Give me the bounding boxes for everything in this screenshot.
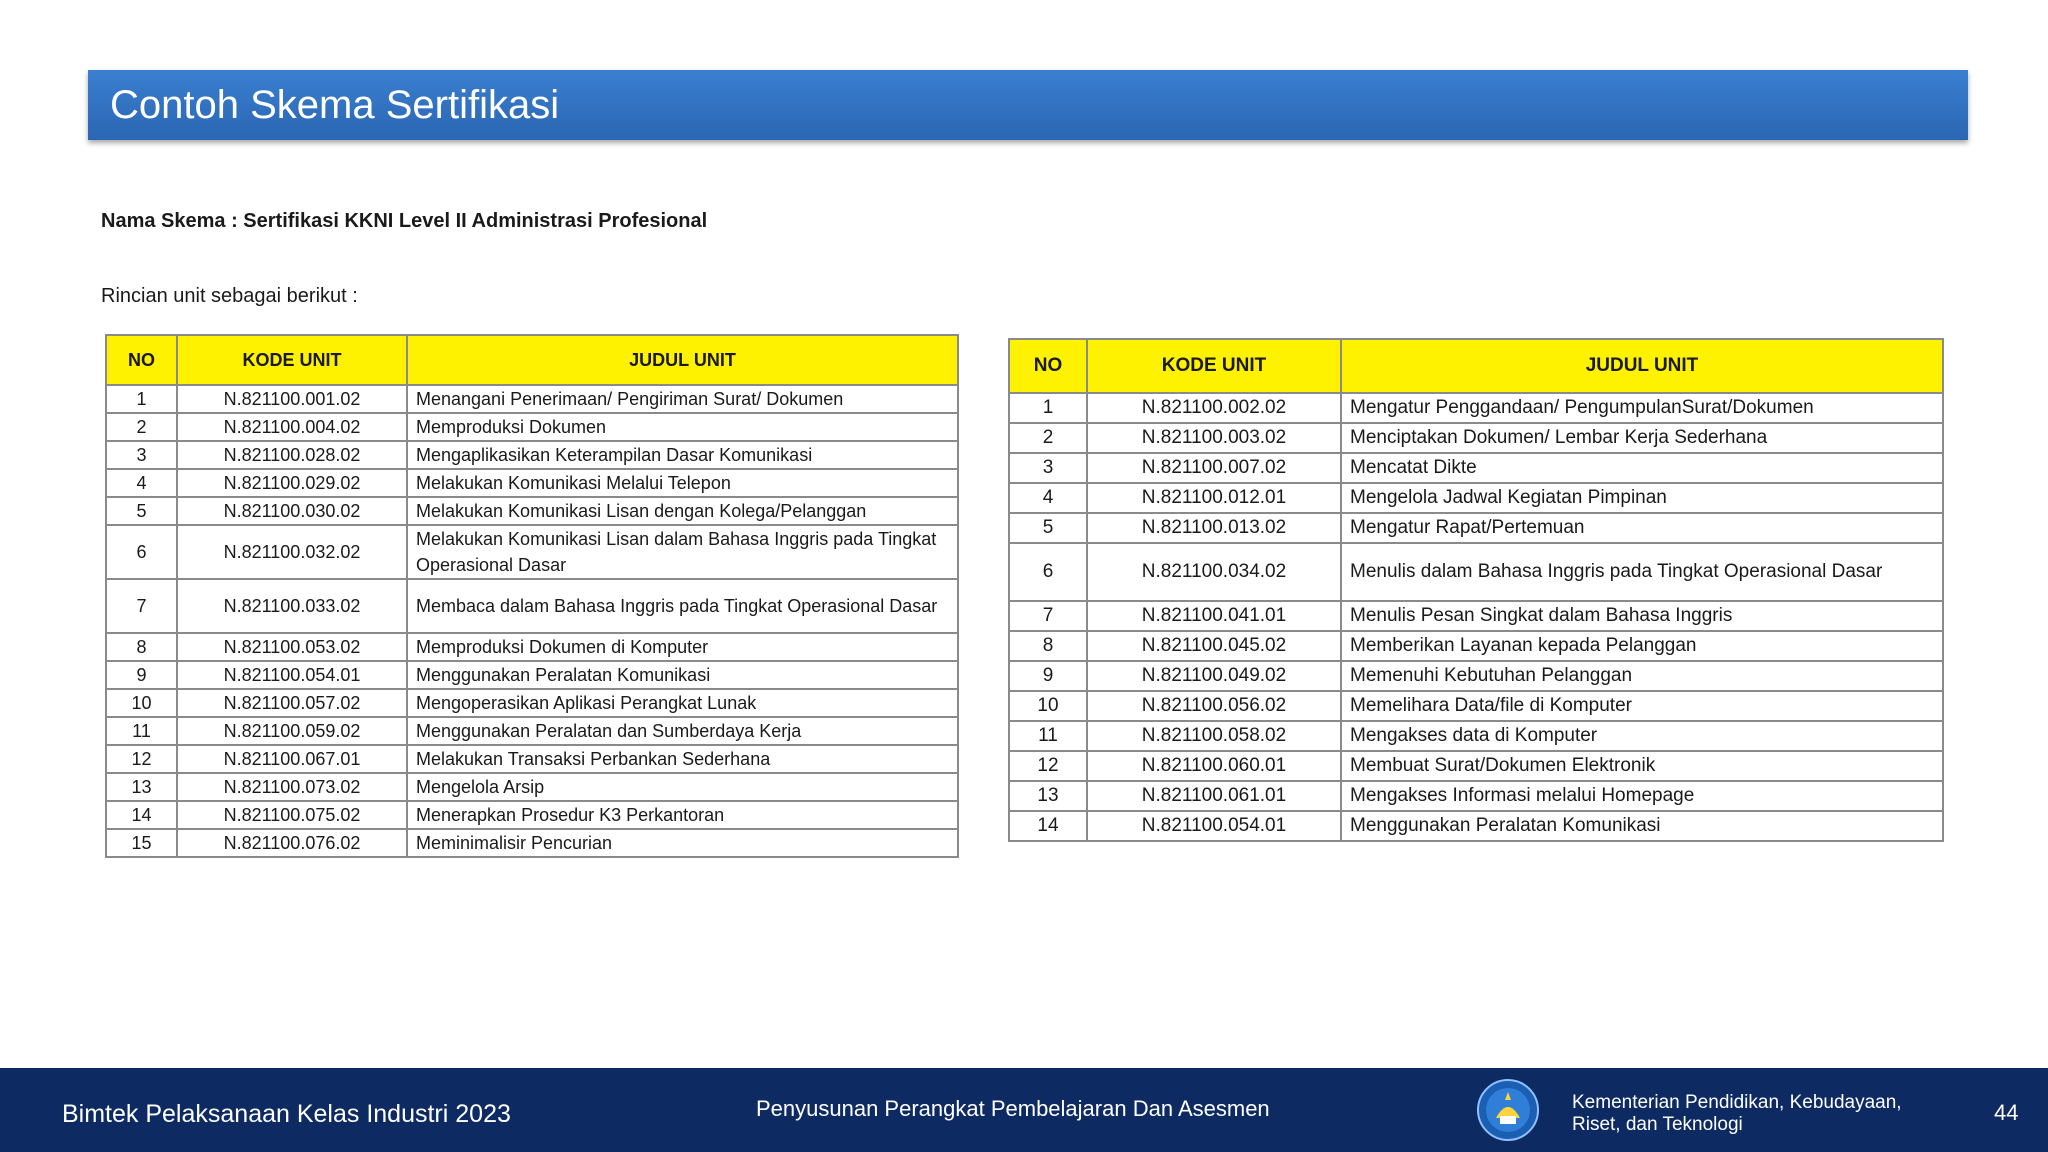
cell-code: N.821100.045.02 bbox=[1087, 631, 1341, 661]
cell-no: 5 bbox=[106, 497, 177, 525]
cell-title: Mengakses data di Komputer bbox=[1341, 721, 1943, 751]
cell-code: N.821100.034.02 bbox=[1087, 543, 1341, 601]
tut-wuri-handayani-logo-icon bbox=[1476, 1078, 1540, 1142]
cell-title: Menggunakan Peralatan dan Sumberdaya Kerja bbox=[407, 717, 958, 745]
cell-title: Memenuhi Kebutuhan Pelanggan bbox=[1341, 661, 1943, 691]
table-row bbox=[106, 441, 958, 469]
table-row bbox=[106, 525, 958, 579]
table-row bbox=[1009, 691, 1943, 721]
cell-no: 1 bbox=[1009, 393, 1087, 423]
table-row bbox=[1009, 423, 1943, 453]
cell-title: Memberikan Layanan kepada Pelanggan bbox=[1341, 631, 1943, 661]
cell-no: 3 bbox=[106, 441, 177, 469]
cell-no: 10 bbox=[106, 689, 177, 717]
cell-code: N.821100.001.02 bbox=[177, 385, 407, 413]
table-row bbox=[1009, 631, 1943, 661]
table-row bbox=[106, 633, 958, 661]
cell-title: Menulis Pesan Singkat dalam Bahasa Inggris bbox=[1341, 601, 1943, 631]
table-row bbox=[106, 689, 958, 717]
cell-no: 12 bbox=[1009, 751, 1087, 781]
cell-no: 11 bbox=[1009, 721, 1087, 751]
cell-no: 14 bbox=[106, 801, 177, 829]
table-row bbox=[1009, 721, 1943, 751]
cell-no: 15 bbox=[106, 829, 177, 857]
cell-no: 9 bbox=[106, 661, 177, 689]
cell-title: Membaca dalam Bahasa Inggris pada Tingkat Operasional Dasar bbox=[407, 579, 958, 633]
scheme-name: Nama Skema : Sertifikasi KKNI Level II Administrasi Profesional bbox=[101, 210, 708, 232]
cell-title: Mengoperasikan Aplikasi Perangkat Lunak bbox=[407, 689, 958, 717]
header-title: JUDUL UNIT bbox=[407, 335, 958, 385]
table-row bbox=[1009, 811, 1943, 841]
table-row bbox=[106, 661, 958, 689]
cell-title: Memproduksi Dokumen di Komputer bbox=[407, 633, 958, 661]
cell-no: 8 bbox=[106, 633, 177, 661]
cell-no: 2 bbox=[1009, 423, 1087, 453]
cell-title: Menciptakan Dokumen/ Lembar Kerja Sederhana bbox=[1341, 423, 1943, 453]
header-no: NO bbox=[1009, 339, 1087, 393]
cell-no: 8 bbox=[1009, 631, 1087, 661]
table-row bbox=[106, 469, 958, 497]
cell-code: N.821100.073.02 bbox=[177, 773, 407, 801]
cell-no: 14 bbox=[1009, 811, 1087, 841]
cell-code: N.821100.075.02 bbox=[177, 801, 407, 829]
cell-code: N.821100.002.02 bbox=[1087, 393, 1341, 423]
cell-no: 13 bbox=[1009, 781, 1087, 811]
cell-title: Menulis dalam Bahasa Inggris pada Tingkat Operasional Dasar bbox=[1341, 543, 1943, 601]
cell-no: 3 bbox=[1009, 453, 1087, 483]
cell-code: N.821100.053.02 bbox=[177, 633, 407, 661]
cell-code: N.821100.056.02 bbox=[1087, 691, 1341, 721]
slide-title: Contoh Skema Sertifikasi bbox=[110, 82, 560, 127]
cell-no: 7 bbox=[1009, 601, 1087, 631]
cell-title: Menggunakan Peralatan Komunikasi bbox=[1341, 811, 1943, 841]
footer-event: Bimtek Pelaksanaan Kelas Industri 2023 bbox=[62, 1100, 511, 1128]
cell-code: N.821100.054.01 bbox=[1087, 811, 1341, 841]
cell-code: N.821100.032.02 bbox=[177, 525, 407, 579]
table-row bbox=[106, 801, 958, 829]
table-row bbox=[106, 385, 958, 413]
table-row bbox=[1009, 393, 1943, 423]
cell-no: 13 bbox=[106, 773, 177, 801]
cell-code: N.821100.028.02 bbox=[177, 441, 407, 469]
cell-title: Meminimalisir Pencurian bbox=[407, 829, 958, 857]
cell-title: Mengatur Penggandaan/ PengumpulanSurat/Dokumen bbox=[1341, 393, 1943, 423]
table-row bbox=[1009, 601, 1943, 631]
cell-title: Memproduksi Dokumen bbox=[407, 413, 958, 441]
cell-no: 10 bbox=[1009, 691, 1087, 721]
cell-code: N.821100.030.02 bbox=[177, 497, 407, 525]
table-row bbox=[1009, 453, 1943, 483]
header-no: NO bbox=[106, 335, 177, 385]
cell-no: 5 bbox=[1009, 513, 1087, 543]
cell-code: N.821100.061.01 bbox=[1087, 781, 1341, 811]
cell-no: 6 bbox=[106, 525, 177, 579]
cell-no: 6 bbox=[1009, 543, 1087, 601]
units-table-left bbox=[105, 334, 959, 858]
table-row bbox=[1009, 483, 1943, 513]
cell-no: 4 bbox=[1009, 483, 1087, 513]
page-number: 44 bbox=[1994, 1100, 2019, 1125]
cell-code: N.821100.007.02 bbox=[1087, 453, 1341, 483]
cell-title: Mengaplikasikan Keterampilan Dasar Komunikasi bbox=[407, 441, 958, 469]
cell-code: N.821100.060.01 bbox=[1087, 751, 1341, 781]
cell-code: N.821100.012.01 bbox=[1087, 483, 1341, 513]
cell-title: Mengakses Informasi melalui Homepage bbox=[1341, 781, 1943, 811]
cell-title: Menangani Penerimaan/ Pengiriman Surat/ Dokumen bbox=[407, 385, 958, 413]
header-code: KODE UNIT bbox=[1087, 339, 1341, 393]
header-title: JUDUL UNIT bbox=[1341, 339, 1943, 393]
cell-title: Mengatur Rapat/Pertemuan bbox=[1341, 513, 1943, 543]
table-row bbox=[1009, 781, 1943, 811]
cell-no: 2 bbox=[106, 413, 177, 441]
units-table-right bbox=[1008, 338, 1944, 842]
footer-organization bbox=[1572, 1092, 1902, 1136]
cell-code: N.821100.049.02 bbox=[1087, 661, 1341, 691]
table-row bbox=[106, 745, 958, 773]
table-header-row bbox=[106, 335, 958, 385]
cell-no: 4 bbox=[106, 469, 177, 497]
cell-title: Melakukan Komunikasi Melalui Telepon bbox=[407, 469, 958, 497]
cell-title: Mengelola Jadwal Kegiatan Pimpinan bbox=[1341, 483, 1943, 513]
cell-code: N.821100.058.02 bbox=[1087, 721, 1341, 751]
footer-org-line1: Kementerian Pendidikan, Kebudayaan, bbox=[1572, 1092, 1902, 1113]
cell-code: N.821100.054.01 bbox=[177, 661, 407, 689]
cell-title: Melakukan Komunikasi Lisan dalam Bahasa Inggris pada Tingkat Operasional Dasar bbox=[407, 525, 958, 579]
cell-title: Melakukan Transaksi Perbankan Sederhana bbox=[407, 745, 958, 773]
cell-no: 1 bbox=[106, 385, 177, 413]
table-row bbox=[106, 829, 958, 857]
table-row bbox=[1009, 661, 1943, 691]
table-row bbox=[1009, 543, 1943, 601]
footer-subject: Penyusunan Perangkat Pembelajaran Dan Asesmen bbox=[756, 1096, 1270, 1121]
header-code: KODE UNIT bbox=[177, 335, 407, 385]
slide-title-bar bbox=[88, 70, 1968, 140]
cell-title: Memelihara Data/file di Komputer bbox=[1341, 691, 1943, 721]
table-row bbox=[106, 413, 958, 441]
cell-title: Membuat Surat/Dokumen Elektronik bbox=[1341, 751, 1943, 781]
cell-title: Menggunakan Peralatan Komunikasi bbox=[407, 661, 958, 689]
cell-code: N.821100.057.02 bbox=[177, 689, 407, 717]
cell-no: 11 bbox=[106, 717, 177, 745]
cell-code: N.821100.059.02 bbox=[177, 717, 407, 745]
cell-code: N.821100.067.01 bbox=[177, 745, 407, 773]
table-row bbox=[1009, 513, 1943, 543]
units-intro: Rincian unit sebagai berikut : bbox=[101, 285, 358, 307]
cell-title: Mengelola Arsip bbox=[407, 773, 958, 801]
cell-no: 9 bbox=[1009, 661, 1087, 691]
cell-no: 7 bbox=[106, 579, 177, 633]
cell-code: N.821100.013.02 bbox=[1087, 513, 1341, 543]
cell-title: Melakukan Komunikasi Lisan dengan Kolega/Pelanggan bbox=[407, 497, 958, 525]
cell-code: N.821100.076.02 bbox=[177, 829, 407, 857]
table-header-row bbox=[1009, 339, 1943, 393]
table-row bbox=[1009, 751, 1943, 781]
table-row bbox=[106, 579, 958, 633]
cell-title: Mencatat Dikte bbox=[1341, 453, 1943, 483]
cell-code: N.821100.033.02 bbox=[177, 579, 407, 633]
cell-title: Menerapkan Prosedur K3 Perkantoran bbox=[407, 801, 958, 829]
footer-bar bbox=[0, 1068, 2048, 1152]
footer-org-line2: Riset, dan Teknologi bbox=[1572, 1114, 1743, 1135]
table-row bbox=[106, 717, 958, 745]
cell-code: N.821100.003.02 bbox=[1087, 423, 1341, 453]
cell-no: 12 bbox=[106, 745, 177, 773]
cell-code: N.821100.004.02 bbox=[177, 413, 407, 441]
cell-code: N.821100.029.02 bbox=[177, 469, 407, 497]
cell-code: N.821100.041.01 bbox=[1087, 601, 1341, 631]
table-row bbox=[106, 497, 958, 525]
table-row bbox=[106, 773, 958, 801]
